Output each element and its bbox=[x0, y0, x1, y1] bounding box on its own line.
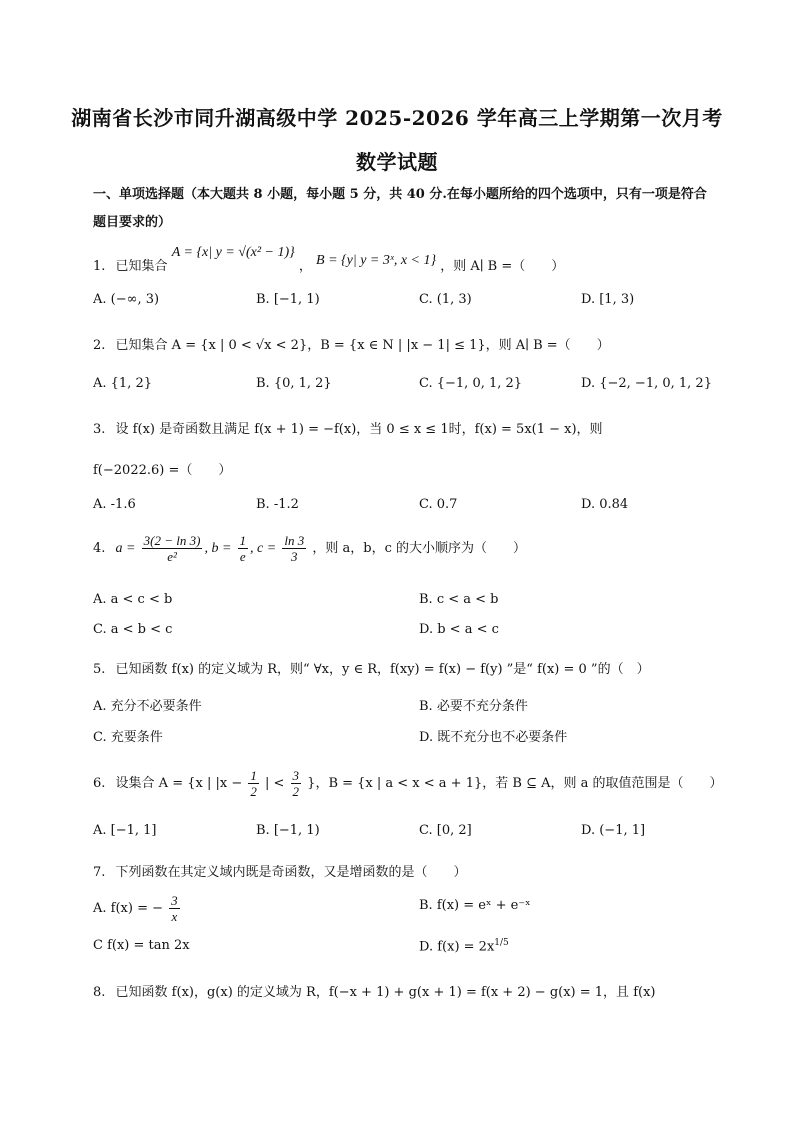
q7-option-b[interactable]: B. f(x) = eˣ + e⁻ˣ bbox=[419, 898, 531, 913]
fraction-numerator: 3 bbox=[171, 893, 178, 908]
q6-option-a[interactable]: A. [−1, 1] bbox=[93, 823, 157, 838]
question-text-b: | < bbox=[264, 776, 289, 791]
section-header: 一、单项选择题（本大题共 8 小题，每小题 5 分，共 40 分.在每小题所给的四个选项中，只有一项是符合题目要求的） bbox=[93, 187, 707, 230]
question-number: 6. bbox=[93, 776, 106, 791]
q2-option-c[interactable]: C. {−1, 0, 1, 2} bbox=[419, 376, 523, 391]
question-text: 已知函数 f(x) 的定义域为 R，则“ ∀x，y ∈ R，f(xy) = f(x) − f(y) ”是“ f(x) = 0 ”的（ ） bbox=[115, 662, 650, 677]
question-tail: ，则 a，b，c 的大小顺序为（ ） bbox=[312, 541, 526, 556]
q1-option-a[interactable]: A. (−∞, 3) bbox=[93, 292, 160, 307]
question-number: 1. bbox=[93, 259, 106, 274]
q4-option-d[interactable]: D. b < a < c bbox=[419, 622, 499, 637]
fraction-b bbox=[238, 533, 249, 564]
q1-option-d[interactable]: D. [1, 3) bbox=[581, 292, 635, 307]
fraction-a bbox=[142, 533, 203, 564]
q2-option-d[interactable]: D. {−2, −1, 0, 1, 2} bbox=[581, 376, 712, 391]
exam-subtitle: 数学试题 bbox=[356, 150, 438, 174]
question-text: 已知集合 bbox=[115, 259, 168, 274]
fraction-denominator: 3 bbox=[291, 549, 298, 564]
q6-option-b[interactable]: B. [−1, 1) bbox=[256, 823, 320, 838]
question-7 bbox=[93, 861, 467, 880]
fraction-numerator: ln 3 bbox=[284, 533, 305, 548]
question-4: 4. a = $\frac{3(2 - \ln 3)}{\text{e²}}$ , b = $\frac{1}{e}$ , c = $\frac{\ln 3}{3}$ ，则 a，b，c 的大小顺序为（ ） bbox=[93, 533, 526, 564]
q5-option-c[interactable]: C. 充要条件 bbox=[93, 730, 163, 745]
question-number: 7. bbox=[93, 865, 106, 880]
q6-option-d[interactable]: D. (−1, 1] bbox=[581, 823, 646, 838]
q7-option-c[interactable]: C f(x) = tan 2x bbox=[93, 938, 190, 953]
question-number: 8. bbox=[93, 985, 106, 1000]
q3-option-d[interactable]: D. 0.84 bbox=[581, 497, 629, 512]
option-text: D. f(x) = 2x bbox=[419, 939, 495, 955]
q7-option-a[interactable] bbox=[93, 893, 182, 924]
set-b-formula: B = {y| y = 3ˣ, x < 1} bbox=[316, 253, 437, 268]
question-3 bbox=[93, 418, 603, 437]
q5-option-b[interactable]: B. 必要不充分条件 bbox=[419, 699, 528, 714]
question-text: 设 f(x) 是奇函数且满足 f(x + 1) = −f(x)，当 0 ≤ x ≤ 1时，f(x) = 5x(1 − x)，则 bbox=[115, 422, 603, 437]
question-3-continued: f(−2022.6) =（ ） bbox=[93, 463, 232, 478]
fraction-denominator: 2 bbox=[292, 784, 300, 799]
question-tail: ，则 A∣ B =（ ） bbox=[440, 259, 565, 274]
question-8 bbox=[93, 981, 655, 1000]
fraction-c bbox=[282, 533, 306, 564]
q1-option-c[interactable]: C. (1, 3) bbox=[419, 292, 472, 307]
question-2 bbox=[93, 334, 610, 353]
option-text: A. f(x) = − bbox=[93, 901, 163, 916]
question-text: 已知函数 f(x)，g(x) 的定义域为 R，f(−x + 1) + g(x + 1) = f(x + 2) − g(x) = 1，且 f(x) bbox=[115, 985, 656, 1000]
fraction-numerator: 3 bbox=[292, 768, 300, 783]
fraction-three-halves bbox=[291, 768, 302, 799]
q4-option-c[interactable]: C. a < b < c bbox=[93, 622, 173, 637]
question-6 bbox=[93, 768, 723, 799]
q5-option-a[interactable]: A. 充分不必要条件 bbox=[93, 699, 202, 714]
fraction-denominator: x bbox=[171, 909, 178, 924]
question-text: 下列函数在其定义域内既是奇函数，又是增函数的是（ ） bbox=[115, 865, 467, 880]
q3-option-b[interactable]: B. -1.2 bbox=[256, 497, 299, 512]
question-5 bbox=[93, 658, 650, 677]
q4-option-b[interactable]: B. c < a < b bbox=[419, 592, 499, 607]
fraction-numerator: 1 bbox=[239, 533, 247, 548]
fraction-denominator: e² bbox=[167, 549, 177, 564]
question-number: 4. bbox=[93, 541, 106, 556]
question-number: 3. bbox=[93, 422, 106, 437]
q4-option-a[interactable]: A. a < c < b bbox=[93, 592, 173, 607]
question-1 bbox=[93, 245, 565, 275]
q3-option-c[interactable]: C. 0.7 bbox=[419, 497, 458, 512]
question-text: 已知集合 A = {x | 0 < √x < 2}，B = {x ∈ N | |x − 1| ≤ 1}，则 A∣ B =（ ） bbox=[115, 338, 610, 353]
set-a-formula: A = {x| y = √(x² − 1)} bbox=[171, 245, 295, 260]
fraction-half bbox=[248, 768, 259, 799]
q3-option-a[interactable]: A. -1.6 bbox=[93, 497, 136, 512]
question-number: 5. bbox=[93, 662, 106, 677]
fraction-three-over-x bbox=[169, 893, 180, 924]
fraction-denominator: e bbox=[239, 549, 246, 564]
q6-option-c[interactable]: C. [0, 2] bbox=[419, 823, 472, 838]
q2-option-a[interactable]: A. {1, 2} bbox=[93, 376, 153, 391]
fraction-numerator: 3(2 − ln 3) bbox=[143, 533, 201, 548]
exam-title: 湖南省长沙市同升湖高级中学 2025-2026 学年高三上学期第一次月考 bbox=[71, 106, 723, 130]
comma: ， bbox=[298, 259, 312, 274]
question-text-c: }，B = {x | a < x < a + 1}，若 B ⊆ A，则 a 的取值范围是（ ） bbox=[307, 776, 723, 791]
q7-option-d[interactable] bbox=[419, 938, 509, 954]
fraction-denominator: 2 bbox=[250, 784, 257, 799]
q1-option-b[interactable]: B. [−1, 1) bbox=[256, 292, 320, 307]
q2-option-b[interactable]: B. {0, 1, 2} bbox=[256, 376, 332, 391]
fraction-numerator: 1 bbox=[250, 768, 257, 783]
exponent: 1/5 bbox=[494, 938, 509, 948]
question-number: 2. bbox=[93, 338, 106, 353]
question-text-a: 设集合 A = {x | |x − bbox=[115, 776, 247, 791]
q5-option-d[interactable]: D. 既不充分也不必要条件 bbox=[419, 730, 568, 745]
